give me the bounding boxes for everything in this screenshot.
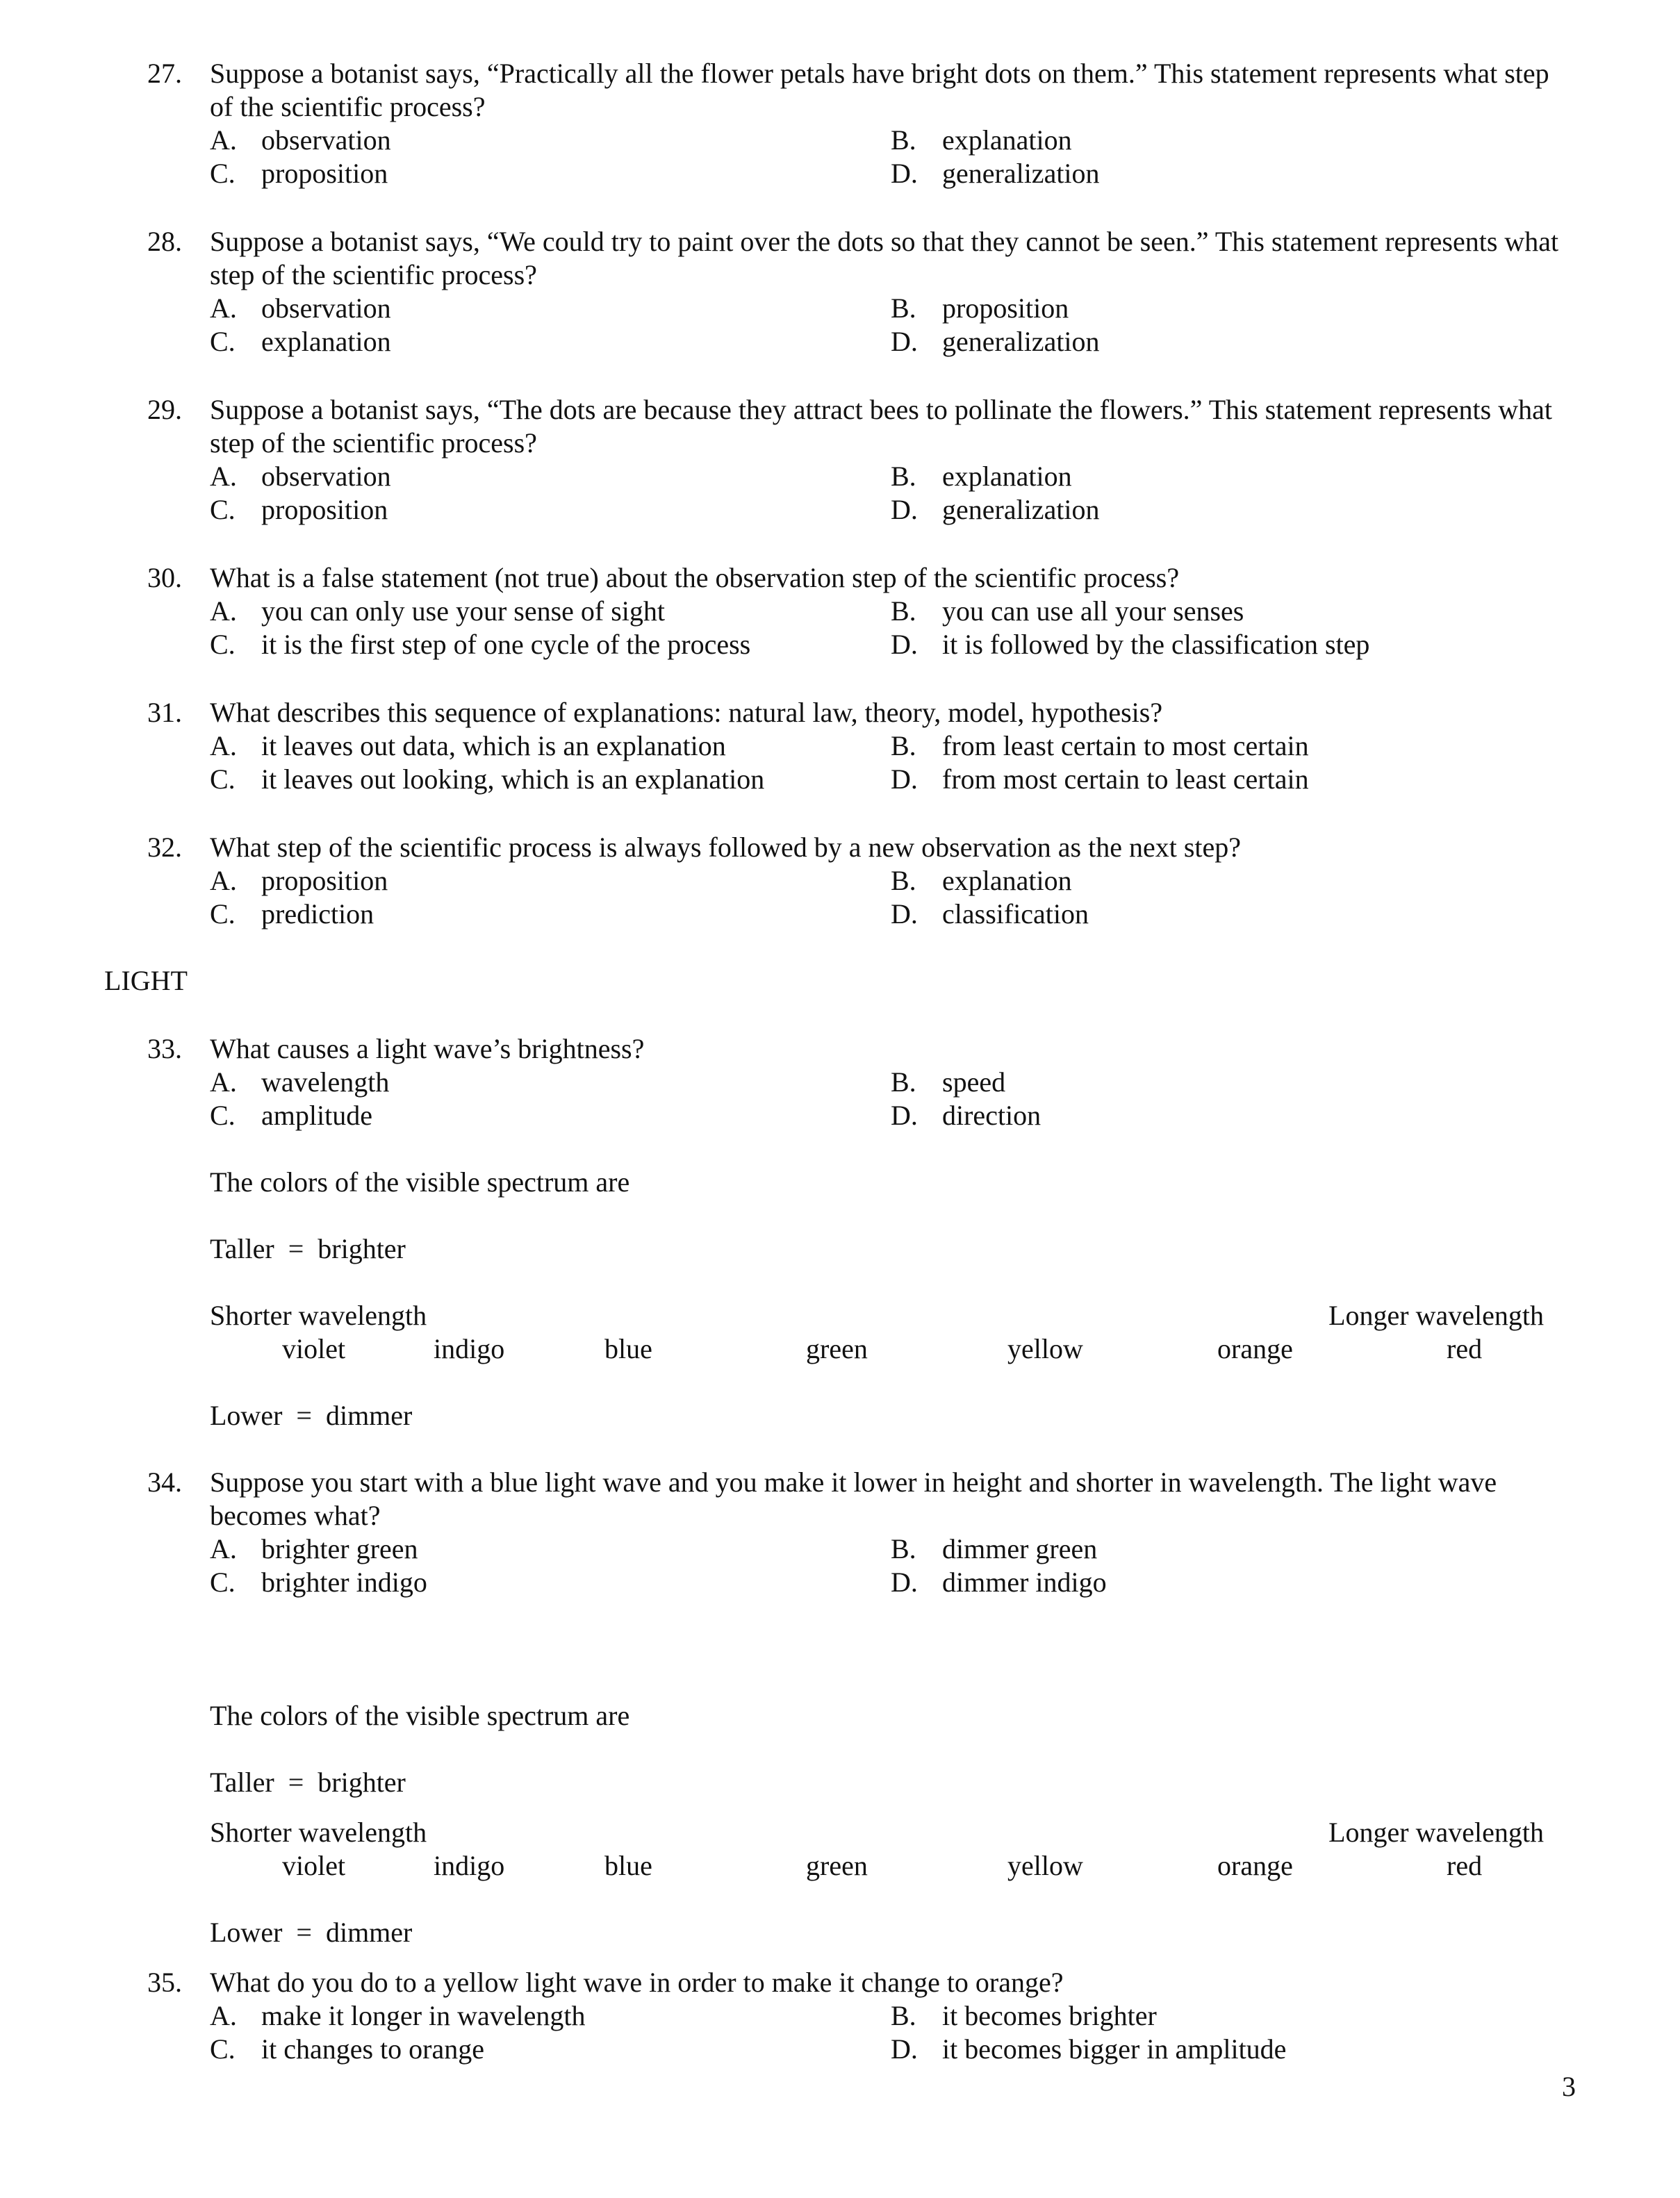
option-letter: B. bbox=[891, 595, 916, 627]
question-number: 27. bbox=[147, 58, 182, 89]
option-text: generalization bbox=[942, 326, 1100, 357]
spectrum-color-yellow: yellow bbox=[1007, 1333, 1083, 1364]
question-text: What do you do to a yellow light wave in order to make it change to orange? bbox=[210, 1967, 1064, 1998]
option-letter: A. bbox=[210, 1066, 237, 1098]
option-text: explanation bbox=[261, 326, 391, 357]
spectrum-color-blue: blue bbox=[604, 1850, 652, 1881]
section-heading-light: LIGHT bbox=[104, 965, 188, 996]
option-letter: A. bbox=[210, 1533, 237, 1564]
option-text: speed bbox=[942, 1066, 1006, 1098]
page-number: 3 bbox=[1562, 2071, 1576, 2102]
spectrum-color-orange: orange bbox=[1217, 1333, 1293, 1364]
question-text: Suppose you start with a blue light wave and you make it lower in height and shorter in wavelength. The light wave becomes what? bbox=[210, 1466, 1497, 1531]
option-letter: D. bbox=[891, 629, 918, 660]
option-letter: A. bbox=[210, 461, 237, 492]
option-letter: B. bbox=[891, 2000, 916, 2031]
question-text: Suppose a botanist says, “We could try to paint over the dots so that they cannot be seen.” This statement represents what step of the scientific process? bbox=[210, 226, 1559, 290]
option-letter: D. bbox=[891, 1567, 918, 1598]
option-text: brighter green bbox=[261, 1533, 418, 1564]
spectrum-shorter-label: Shorter wavelength bbox=[210, 1300, 427, 1331]
option-text: dimmer green bbox=[942, 1533, 1098, 1564]
spectrum-color-violet: violet bbox=[282, 1333, 346, 1364]
option-text: generalization bbox=[942, 494, 1100, 525]
option-text: it leaves out data, which is an explanation bbox=[261, 730, 726, 761]
option-text: make it longer in wavelength bbox=[261, 2000, 586, 2031]
option-text: proposition bbox=[261, 494, 388, 525]
option-letter: D. bbox=[891, 494, 918, 525]
spectrum-color-indigo: indigo bbox=[434, 1333, 505, 1364]
option-letter: C. bbox=[210, 1567, 236, 1598]
option-letter: C. bbox=[210, 494, 236, 525]
option-letter: A. bbox=[210, 595, 237, 627]
spectrum-taller-note: Taller = brighter bbox=[210, 1767, 406, 1798]
option-text: you can use all your senses bbox=[942, 595, 1244, 627]
spectrum-longer-label: Longer wavelength bbox=[1328, 1300, 1544, 1331]
option-text: observation bbox=[261, 461, 391, 492]
question-text: Suppose a botanist says, “The dots are because they attract bees to pollinate the flowers.” This statement represents what step of the scientific process? bbox=[210, 394, 1552, 458]
option-text: explanation bbox=[942, 124, 1072, 156]
question-number: 35. bbox=[147, 1967, 182, 1998]
option-text: observation bbox=[261, 124, 391, 156]
option-letter: A. bbox=[210, 292, 237, 324]
question-number: 30. bbox=[147, 562, 182, 593]
option-letter: A. bbox=[210, 124, 237, 156]
option-letter: B. bbox=[891, 865, 916, 896]
option-text: brighter indigo bbox=[261, 1567, 427, 1598]
option-letter: C. bbox=[210, 1100, 236, 1131]
spectrum-color-violet: violet bbox=[282, 1850, 346, 1881]
option-letter: C. bbox=[210, 158, 236, 189]
option-text: generalization bbox=[942, 158, 1100, 189]
option-text: proposition bbox=[261, 865, 388, 896]
option-text: it becomes brighter bbox=[942, 2000, 1157, 2031]
question-number: 29. bbox=[147, 394, 182, 425]
option-letter: D. bbox=[891, 763, 918, 795]
option-text: observation bbox=[261, 292, 391, 324]
spectrum-taller-note: Taller = brighter bbox=[210, 1233, 406, 1264]
option-text: classification bbox=[942, 898, 1089, 929]
option-text: proposition bbox=[942, 292, 1069, 324]
option-text: dimmer indigo bbox=[942, 1567, 1107, 1598]
spectrum-color-green: green bbox=[806, 1333, 868, 1364]
question-number: 31. bbox=[147, 697, 182, 728]
option-letter: C. bbox=[210, 763, 236, 795]
option-text: wavelength bbox=[261, 1066, 390, 1098]
question-text: Suppose a botanist says, “Practically all the flower petals have bright dots on them.” This statement represents what step of the scientific process? bbox=[210, 58, 1549, 122]
question-number: 33. bbox=[147, 1033, 182, 1064]
option-text: it is followed by the classification step bbox=[942, 629, 1370, 660]
option-text: from least certain to most certain bbox=[942, 730, 1309, 761]
spectrum-longer-label: Longer wavelength bbox=[1328, 1817, 1544, 1848]
option-letter: B. bbox=[891, 292, 916, 324]
question-text: What causes a light wave’s brightness? bbox=[210, 1033, 645, 1064]
spectrum-color-green: green bbox=[806, 1850, 868, 1881]
spectrum-lower-note: Lower = dimmer bbox=[210, 1400, 413, 1431]
option-letter: A. bbox=[210, 865, 237, 896]
option-letter: C. bbox=[210, 898, 236, 929]
option-letter: D. bbox=[891, 158, 918, 189]
spectrum-color-orange: orange bbox=[1217, 1850, 1293, 1881]
option-letter: D. bbox=[891, 326, 918, 357]
spectrum-color-indigo: indigo bbox=[434, 1850, 505, 1881]
option-text: amplitude bbox=[261, 1100, 372, 1131]
option-letter: A. bbox=[210, 730, 237, 761]
spectrum-color-blue: blue bbox=[604, 1333, 652, 1364]
question-number: 34. bbox=[147, 1466, 182, 1498]
option-text: direction bbox=[942, 1100, 1041, 1131]
option-text: proposition bbox=[261, 158, 388, 189]
option-letter: B. bbox=[891, 124, 916, 156]
option-text: it becomes bigger in amplitude bbox=[942, 2033, 1287, 2065]
option-text: prediction bbox=[261, 898, 374, 929]
option-text: from most certain to least certain bbox=[942, 763, 1309, 795]
option-letter: B. bbox=[891, 730, 916, 761]
question-text: What step of the scientific process is always followed by a new observation as the next step? bbox=[210, 832, 1242, 863]
option-letter: B. bbox=[891, 1066, 916, 1098]
spectrum-intro: The colors of the visible spectrum are bbox=[210, 1700, 630, 1731]
option-letter: D. bbox=[891, 2033, 918, 2065]
spectrum-color-red: red bbox=[1447, 1850, 1483, 1881]
option-letter: A. bbox=[210, 2000, 237, 2031]
option-text: it changes to orange bbox=[261, 2033, 484, 2065]
option-letter: B. bbox=[891, 461, 916, 492]
question-text: What is a false statement (not true) about the observation step of the scientific process? bbox=[210, 562, 1180, 593]
spectrum-intro: The colors of the visible spectrum are bbox=[210, 1166, 630, 1198]
option-letter: D. bbox=[891, 898, 918, 929]
spectrum-color-red: red bbox=[1447, 1333, 1483, 1364]
option-letter: C. bbox=[210, 629, 236, 660]
option-text: it leaves out looking, which is an explanation bbox=[261, 763, 765, 795]
option-letter: B. bbox=[891, 1533, 916, 1564]
spectrum-shorter-label: Shorter wavelength bbox=[210, 1817, 427, 1848]
question-text: What describes this sequence of explanations: natural law, theory, model, hypothesis? bbox=[210, 697, 1163, 728]
option-text: explanation bbox=[942, 461, 1072, 492]
option-text: explanation bbox=[942, 865, 1072, 896]
option-letter: D. bbox=[891, 1100, 918, 1131]
question-number: 32. bbox=[147, 832, 182, 863]
question-number: 28. bbox=[147, 226, 182, 257]
option-text: you can only use your sense of sight bbox=[261, 595, 666, 627]
option-letter: C. bbox=[210, 326, 236, 357]
option-letter: C. bbox=[210, 2033, 236, 2065]
spectrum-lower-note: Lower = dimmer bbox=[210, 1917, 413, 1948]
spectrum-color-yellow: yellow bbox=[1007, 1850, 1083, 1881]
option-text: it is the first step of one cycle of the process bbox=[261, 629, 751, 660]
